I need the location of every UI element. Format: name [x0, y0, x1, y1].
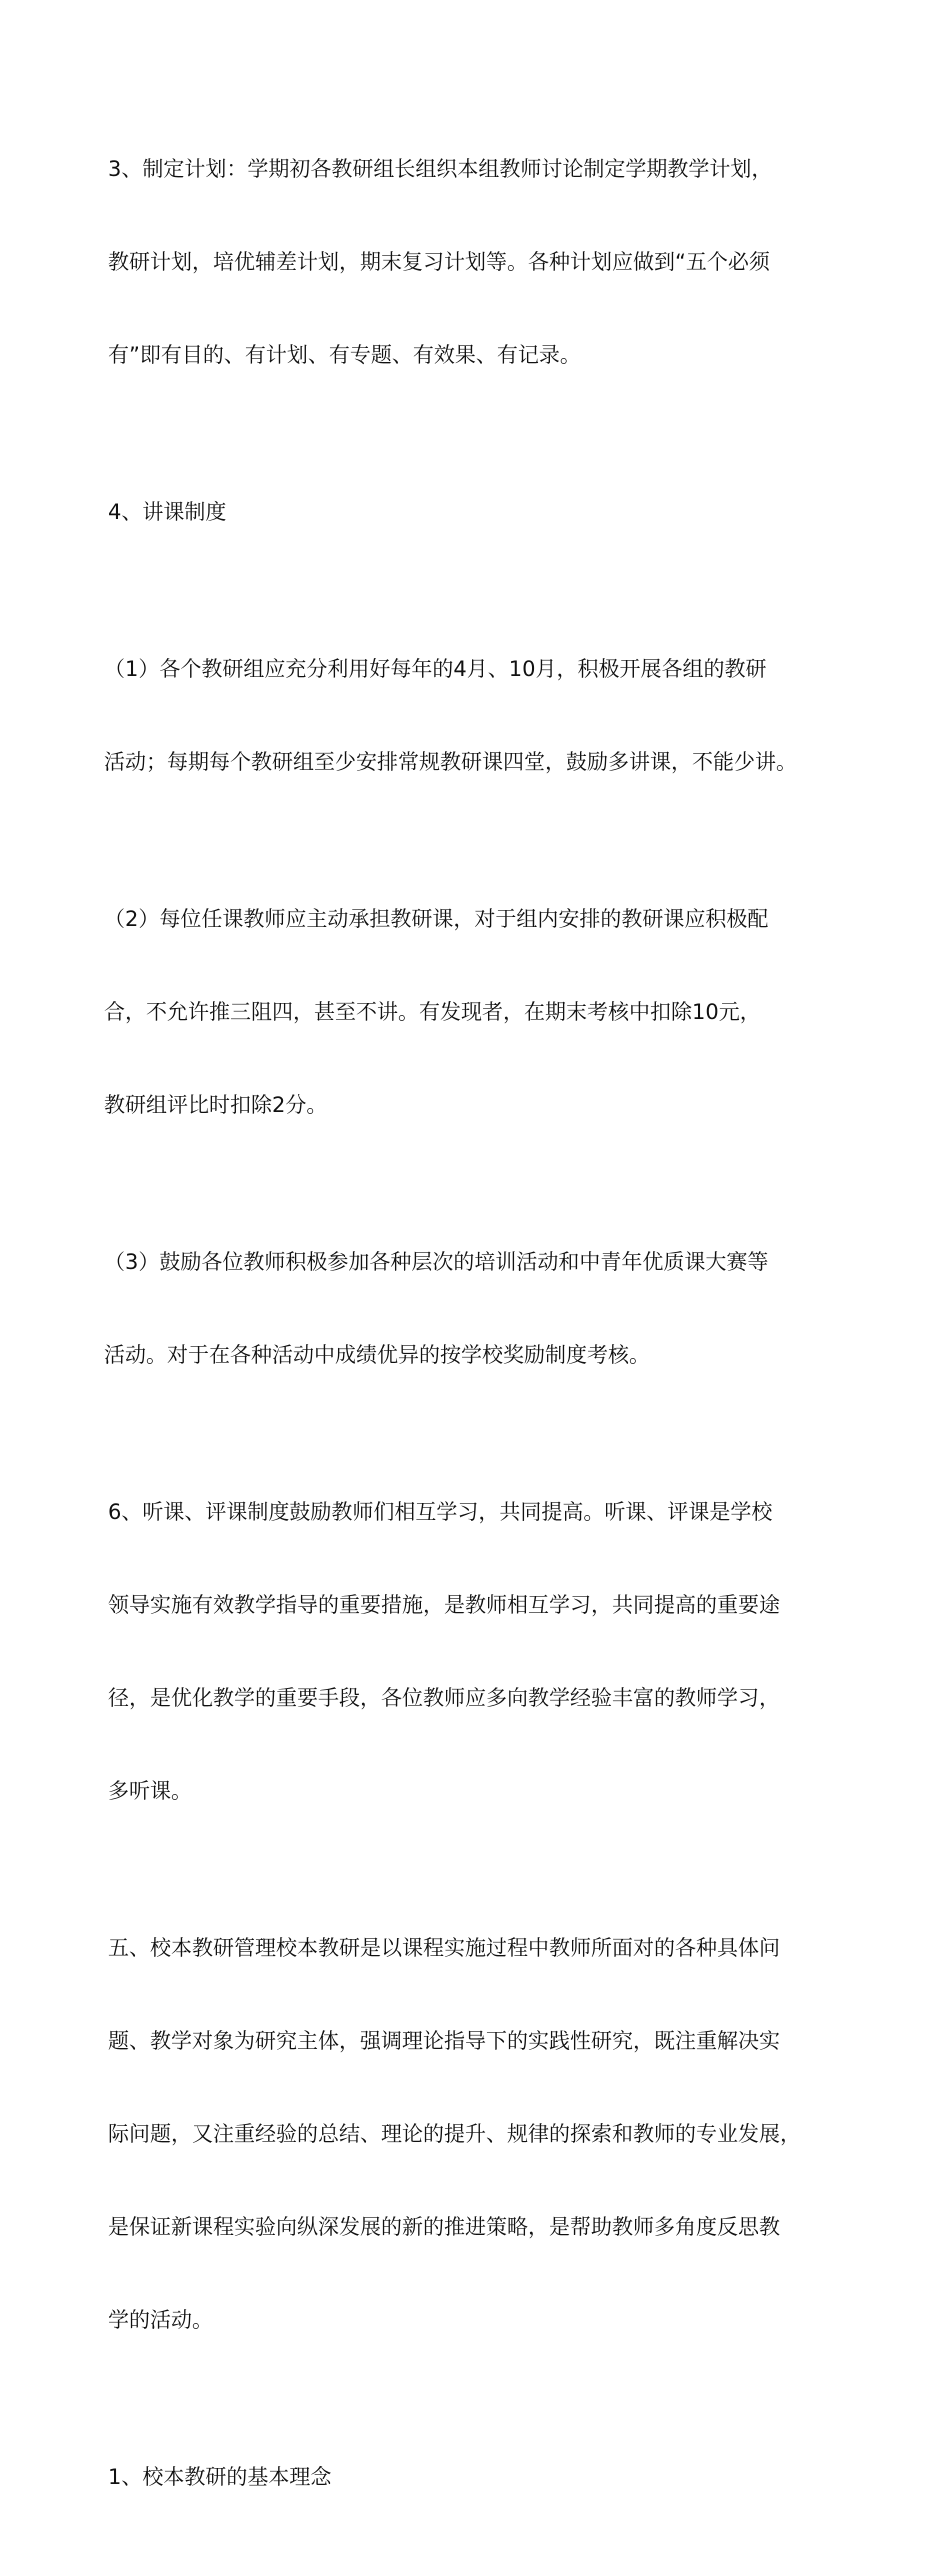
lecture-system-heading: [108, 435, 868, 590]
lecture-item-3: [104, 1185, 868, 1433]
text-line: 有”即有目的、有计划、有专题、有效果、有记录。: [108, 343, 581, 367]
text-line: 活动；每期每个教研组至少安排常规教研课四堂，鼓励多讲课，不能少讲。: [104, 750, 797, 774]
text-line: （3）鼓励各位教师积极参加各种层次的培训活动和中青年优质课大赛等: [104, 1250, 769, 1274]
text-line: 学的活动。: [108, 2308, 213, 2332]
lecture-item-1: [104, 592, 868, 840]
school-research-paragraph: [108, 1871, 868, 2398]
section-heading: 1、校本教研的基本理念: [108, 2465, 332, 2489]
text-line: 活动。对于在各种活动中成绩优异的按学校奖励制度考核。: [104, 1343, 650, 1367]
text-line: 径，是优化教学的重要手段，各位教师应多向教学经验丰富的教师学习，: [108, 1686, 780, 1710]
text-line: 多听课。: [108, 1779, 192, 1803]
listening-evaluation-paragraph: [108, 1435, 868, 1869]
lecture-item-2: [104, 842, 868, 1183]
text-line: 题、教学对象为研究主体，强调理论指导下的实践性研究，既注重解决实: [108, 2029, 780, 2053]
text-line: 领导实施有效教学指导的重要措施，是教师相互学习，共同提高的重要途: [108, 1593, 780, 1617]
plan-paragraph: [108, 92, 868, 433]
text-line: 教研组评比时扣除2分。: [104, 1093, 328, 1117]
document-body: [104, 92, 868, 2557]
text-line: 教研计划，培优辅差计划，期末复习计划等。各种计划应做到“五个必须: [108, 250, 770, 274]
text-line: 五、校本教研管理校本教研是以课程实施过程中教师所面对的各种具体问: [108, 1936, 780, 1960]
text-line: 3、制定计划：学期初各教研组长组织本组教师讨论制定学期教学计划，: [108, 157, 773, 181]
text-line: 是保证新课程实验向纵深发展的新的推进策略，是帮助教师多角度反思教: [108, 2215, 780, 2239]
text-line: 际问题，又注重经验的总结、理论的提升、规律的探索和教师的专业发展，: [108, 2122, 801, 2146]
text-line: 合，不允许推三阻四，甚至不讲。有发现者，在期末考核中扣除10元，: [104, 1000, 761, 1024]
text-line: （2）每位任课教师应主动承担教研课，对于组内安排的教研课应积极配: [104, 907, 769, 931]
basic-concept-heading: [108, 2400, 868, 2555]
section-heading: 4、讲课制度: [108, 500, 227, 524]
text-line: 6、听课、评课制度鼓励教师们相互学习，共同提高。听课、评课是学校: [108, 1500, 773, 1524]
text-line: （1）各个教研组应充分利用好每年的4月、10月，积极开展各组的教研: [104, 657, 767, 681]
